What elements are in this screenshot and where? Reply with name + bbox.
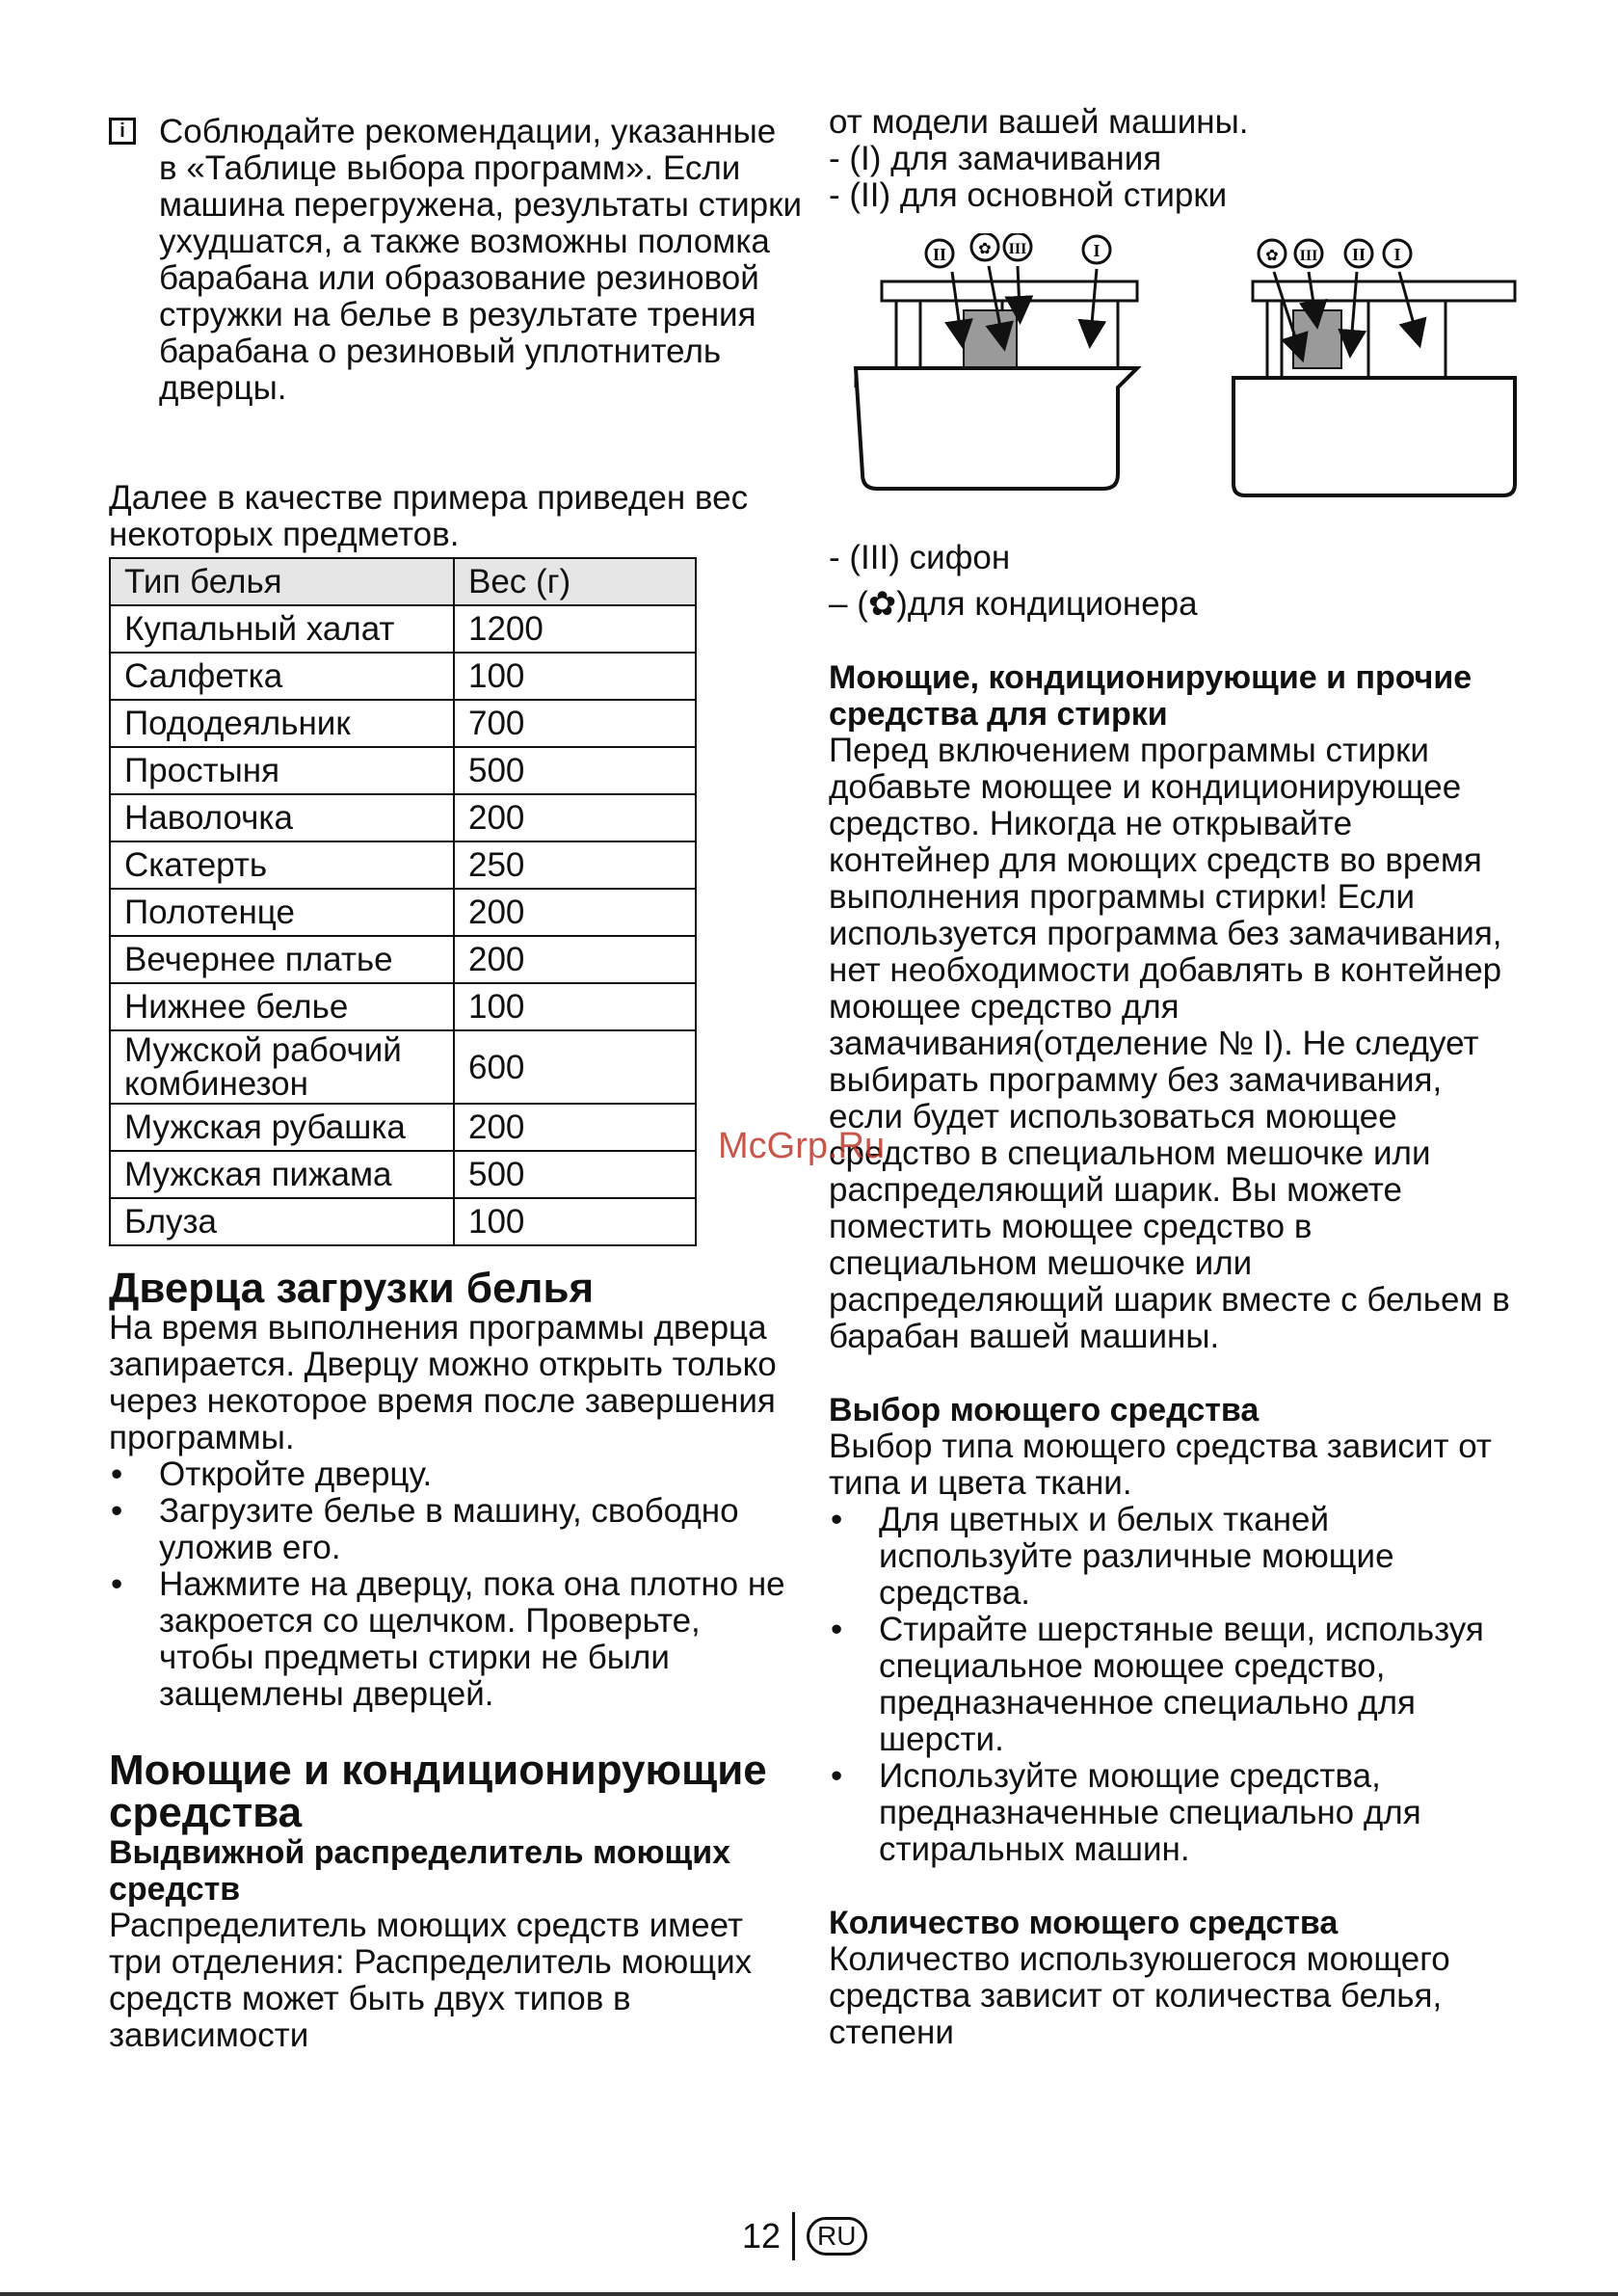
item-weight-cell: 100 xyxy=(454,1198,696,1245)
weights-table xyxy=(109,557,697,1246)
info-note-text: Соблюдайте рекомендации, указанные в «Таблице выбора программ». Если машина перегружена, результаты стирки ухудшатся, а также возможны поломка барабана или образование резиновой стружки на белье в результате трения барабана о резиновый уплотнитель дверцы. xyxy=(159,113,802,407)
item-type-cell: Полотенце xyxy=(110,889,454,936)
compartment-i-line: - (I) для замачивания xyxy=(829,140,1162,177)
table-row xyxy=(110,653,696,700)
footer-divider xyxy=(792,2212,795,2260)
compartment-ii-line: - (II) для основной стирки xyxy=(829,176,1228,214)
legend-siphon: - (III) сифон xyxy=(829,539,1011,576)
choice-items xyxy=(829,1502,1523,1868)
table-row xyxy=(110,936,696,983)
table-row xyxy=(110,841,696,889)
item-weight-cell: 200 xyxy=(454,794,696,841)
item-weight-cell: 500 xyxy=(454,747,696,794)
right-column xyxy=(829,104,1523,2051)
dispenser-labels-right xyxy=(1259,240,1411,267)
item-weight-cell: 1200 xyxy=(454,605,696,653)
door-heading: Дверца загрузки белья xyxy=(109,1265,595,1312)
table-row xyxy=(110,889,696,936)
header-type: Тип белья xyxy=(110,558,454,605)
quantity-text: Количество используюшегося моющего средства зависит от количества белья, степени xyxy=(829,1940,1450,2051)
info-note xyxy=(109,114,803,407)
weights-table-header xyxy=(110,558,696,605)
item-type-cell: Наволочка xyxy=(110,794,454,841)
item-weight-cell: 100 xyxy=(454,653,696,700)
door-steps xyxy=(109,1456,803,1713)
item-weight-cell: 500 xyxy=(454,1151,696,1198)
choice-item: • Используйте моющие средства, предназначенные специально для стиральных машин. xyxy=(829,1758,1523,1868)
dispenser-drawer-right xyxy=(1233,281,1515,495)
door-text: На время выполнения программы дверца запирается. Дверцу можно открыть только через некоторое время после завершения программы. xyxy=(109,1309,777,1456)
table-row xyxy=(110,605,696,653)
left-column xyxy=(109,114,803,2054)
label-right-3: II xyxy=(1351,245,1366,264)
table-row xyxy=(110,700,696,747)
item-type-cell: Вечернее платье xyxy=(110,936,454,983)
item-weight-cell: 200 xyxy=(454,889,696,936)
label-left-3: III xyxy=(1008,241,1027,257)
item-type-cell: Мужская рубашка xyxy=(110,1104,454,1151)
item-type-cell: Купальный халат xyxy=(110,605,454,653)
agents-text: Перед включением программы стирки добавьте моющее и кондиционирующее средство. Никогда не открывайте контейнер для моющих средств во время выполнения программы стирки! Если используется программа без замачивания, нет необходимости добавлять в контейнер моющее средство для замачивания(отделение № I). Не следует выбирать программу без замачивания, если будет использоваться моющее средство в специальном мешочке или распределяющий шарик. Вы можете поместить моющее средство в специальном мешочке или распределяющий шарик вместе с бельем в барабан вашей машины. xyxy=(829,732,1510,1355)
legend-softener: – (✿)для кондиционера xyxy=(829,585,1198,623)
item-type-cell: Нижнее белье xyxy=(110,983,454,1030)
language-badge: RU xyxy=(807,2217,866,2256)
table-row xyxy=(110,1104,696,1151)
item-type-cell: Простыня xyxy=(110,747,454,794)
dispenser-labels-left xyxy=(926,233,1110,267)
continued-line: от модели вашей машины. xyxy=(829,103,1249,141)
quantity-heading: Количество моющего средства xyxy=(829,1905,1339,1941)
weights-intro: Далее в качестве примера приведен вес некоторых предметов. xyxy=(109,479,749,553)
agents-heading: Моющие, кондиционирующие и прочие средства для стирки xyxy=(829,659,1472,733)
bottom-rule xyxy=(0,2292,1618,2296)
table-row xyxy=(110,1030,696,1104)
item-type-cell: Мужская пижама xyxy=(110,1151,454,1198)
item-type-cell: Блуза xyxy=(110,1198,454,1245)
dispenser-text: Распределитель моющих средств имеет три отделения: Распределитель моющих средств может быть двух типов в зависимости xyxy=(109,1907,753,2054)
dispenser-subheading: Выдвижной распределитель моющих средств xyxy=(109,1834,731,1908)
item-weight-cell: 200 xyxy=(454,1104,696,1151)
label-left-4: I xyxy=(1093,241,1101,260)
table-row xyxy=(110,983,696,1030)
page-number: 12 xyxy=(742,2216,782,2256)
item-weight-cell: 200 xyxy=(454,936,696,983)
label-left-1: II xyxy=(932,245,947,264)
item-weight-cell: 100 xyxy=(454,983,696,1030)
label-left-2: ✿ xyxy=(978,239,992,257)
table-row xyxy=(110,747,696,794)
item-weight-cell: 250 xyxy=(454,841,696,889)
item-type-cell: Скатерть xyxy=(110,841,454,889)
item-weight-cell: 700 xyxy=(454,700,696,747)
door-step: • Загрузите белье в машину, свободно уложив его. xyxy=(109,1493,803,1566)
info-icon: i xyxy=(109,118,136,145)
label-right-2: III xyxy=(1299,248,1318,264)
choice-heading: Выбор моющего средства xyxy=(829,1392,1260,1428)
page-footer xyxy=(742,2212,867,2260)
table-row xyxy=(110,1151,696,1198)
choice-item: • Для цветных и белых тканей используйте различные моющие средства. xyxy=(829,1502,1523,1612)
item-type-cell: Салфетка xyxy=(110,653,454,700)
item-type-cell: Мужской рабочий комбинезон xyxy=(110,1030,454,1104)
door-step: • Нажмите на дверцу, пока она плотно не закроется со щелчком. Проверьте, чтобы предметы стирки не были защемлены дверцей. xyxy=(109,1566,803,1713)
door-step: • Откройте дверцу. xyxy=(109,1456,803,1493)
dispenser-diagram xyxy=(829,233,1523,522)
label-right-1: ✿ xyxy=(1265,246,1279,264)
table-row xyxy=(110,794,696,841)
label-right-4: I xyxy=(1393,245,1401,264)
choice-text: Выбор типа моющего средства зависит от типа и цвета ткани. xyxy=(829,1428,1492,1502)
table-row xyxy=(110,1198,696,1245)
item-type-cell: Пододеяльник xyxy=(110,700,454,747)
dispenser-diagram-svg xyxy=(829,233,1523,522)
detergents-heading: Моющие и кондиционирующие средства xyxy=(109,1747,767,1836)
header-weight: Вес (г) xyxy=(454,558,696,605)
item-weight-cell: 600 xyxy=(454,1030,696,1104)
watermark: McGrp.Ru xyxy=(718,1126,886,1166)
choice-item: • Стирайте шерстяные вещи, используя специальное моющее средство, предназначенное специально для шерсти. xyxy=(829,1612,1523,1758)
